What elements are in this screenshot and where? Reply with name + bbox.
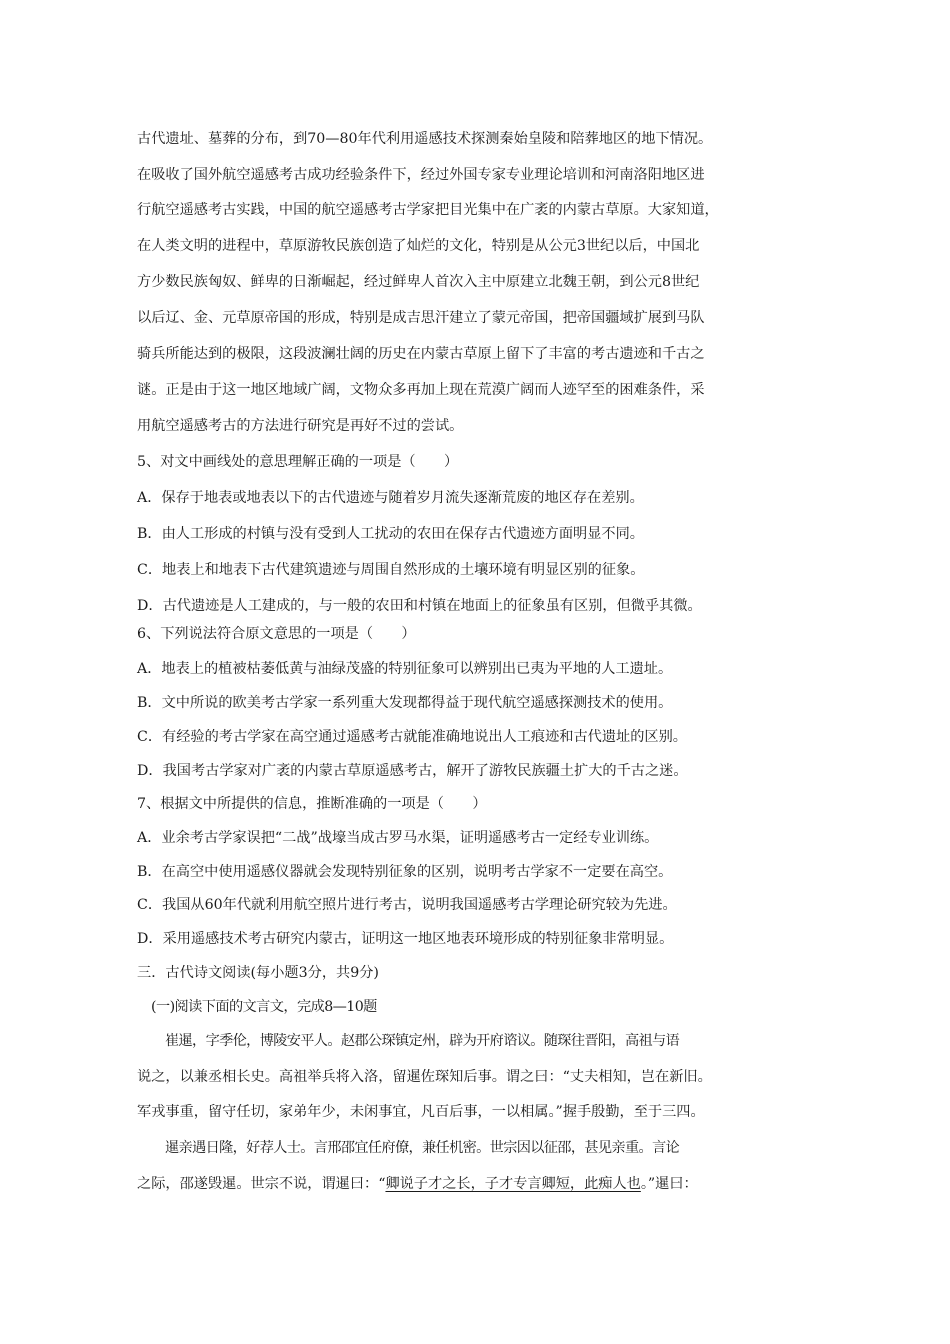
passage-line: 在人类文明的进程中，草原游牧民族创造了灿烂的文化，特别是从公元3世纪以后，中国北 (137, 238, 700, 254)
question-5-stem: 5、对文中画线处的意思理解正确的一项是（ ） (137, 454, 459, 470)
question-5-option-a: A．保存于地表或地表以下的古代遗迹与随着岁月流失逐渐荒废的地区存在差别。 (137, 490, 644, 506)
text-after-underline: 。”暹曰： (640, 1176, 698, 1192)
passage-line: 方少数民族匈奴、鲜卑的日渐崛起，经过鲜卑人首次入主中原建立北魏王朝，到公元8世纪 (137, 274, 700, 290)
question-5-option-b: B．由人工形成的村镇与没有受到人工扰动的农田在保存古代遗迹方面明显不同。 (137, 526, 644, 542)
passage-line: 以后辽、金、元草原帝国的形成，特别是成吉思汗建立了蒙元帝国，把帝国疆域扩展到马队 (137, 310, 705, 326)
section-subheading: (一)阅读下面的文言文，完成8—10题 (151, 999, 377, 1015)
question-7-option-c: C．我国从60年代就利用航空照片进行考古，说明我国遥感考古学理论研究较为先进。 (137, 897, 677, 913)
classical-passage-line: 说之，以兼丞相长史。高祖举兵将入洛，留暹佐琛知后事。谓之曰：“丈夫相知，岂在新旧。 (137, 1069, 712, 1085)
classical-passage-line (137, 1174, 827, 1194)
passage-line: 行航空遥感考古实践，中国的航空遥感考古学家把目光集中在广袤的内蒙古草原。大家知道， (137, 202, 719, 218)
underlined-sentence: 卿说子才之长，子才专言卿短，此痴人也 (385, 1176, 641, 1192)
passage-line: 古代遗址、墓葬的分布，到70—80年代利用遥感技术探测秦始皇陵和陪葬地区的地下情况。 (137, 131, 713, 147)
question-7-option-a: A．业余考古学家误把“二战”战壕当成古罗马水渠，证明遥感考古一定经专业训练。 (137, 830, 659, 846)
text-before-underline: 之际，邵遂毁暹。世宗不说，谓暹曰：“ (137, 1176, 386, 1192)
passage-line: 用航空遥感考古的方法进行研究是再好不过的尝试。 (137, 418, 464, 434)
question-7-option-b: B．在高空中使用遥感仪器就会发现特别征象的区别，说明考古学家不一定要在高空。 (137, 864, 673, 880)
question-6-option-a: A．地表上的植被枯萎低黄与油绿茂盛的特别征象可以辨别出已夷为平地的人工遗址。 (137, 661, 673, 677)
question-7-option-d: D．采用遥感技术考古研究内蒙古，证明这一地区地表环境形成的特别征象非常明显。 (137, 931, 674, 947)
classical-passage-line: 暹亲遇日隆，好荐人士。言邢邵宜任府僚，兼任机密。世宗因以征邵，甚见亲重。言论 (165, 1140, 680, 1156)
passage-line: 谜。正是由于这一地区地域广阔，文物众多再加上现在荒漠广阔而人迹罕至的困难条件，采 (137, 382, 705, 398)
question-5-option-c: C．地表上和地表下古代建筑遗迹与周围自然形成的土壤环境有明显区别的征象。 (137, 562, 645, 578)
question-6-option-c: C．有经验的考古学家在高空通过遥感考古就能准确地说出人工痕迹和古代遗址的区别。 (137, 729, 687, 745)
section-heading: 三．古代诗文阅读(每小题3分，共9分) (137, 965, 379, 981)
passage-line: 骑兵所能达到的极限，这段波澜壮阔的历史在内蒙古草原上留下了丰富的考古遗迹和千古之 (137, 346, 705, 362)
question-7-stem: 7、根据文中所提供的信息，推断准确的一项是（ ） (137, 796, 487, 812)
question-6-option-d: D．我国考古学家对广袤的内蒙古草原遥感考古，解开了游牧民族疆土扩大的千古之迷。 (137, 763, 688, 779)
classical-passage-line: 崔暹，字季伦，博陵安平人。赵郡公琛镇定州，辟为开府谘议。随琛往晋阳，高祖与语 (165, 1033, 680, 1049)
classical-passage-line: 军戎事重，留守任切，家弟年少，未闲事宜，凡百后事，一以相属。”握手殷勤，至于三四。 (137, 1104, 705, 1120)
question-6-stem: 6、下列说法符合原文意思的一项是（ ） (137, 626, 416, 642)
question-6-option-b: B．文中所说的欧美考古学家一系列重大发现都得益于现代航空遥感探测技术的使用。 (137, 695, 673, 711)
passage-line: 在吸收了国外航空遥感考古成功经验条件下，经过外国专家专业理论培训和河南洛阳地区进 (137, 167, 705, 183)
question-5-option-d: D．古代遗迹是人工建成的，与一般的农田和村镇在地面上的征象虽有区别，但微乎其微。 (137, 598, 702, 614)
